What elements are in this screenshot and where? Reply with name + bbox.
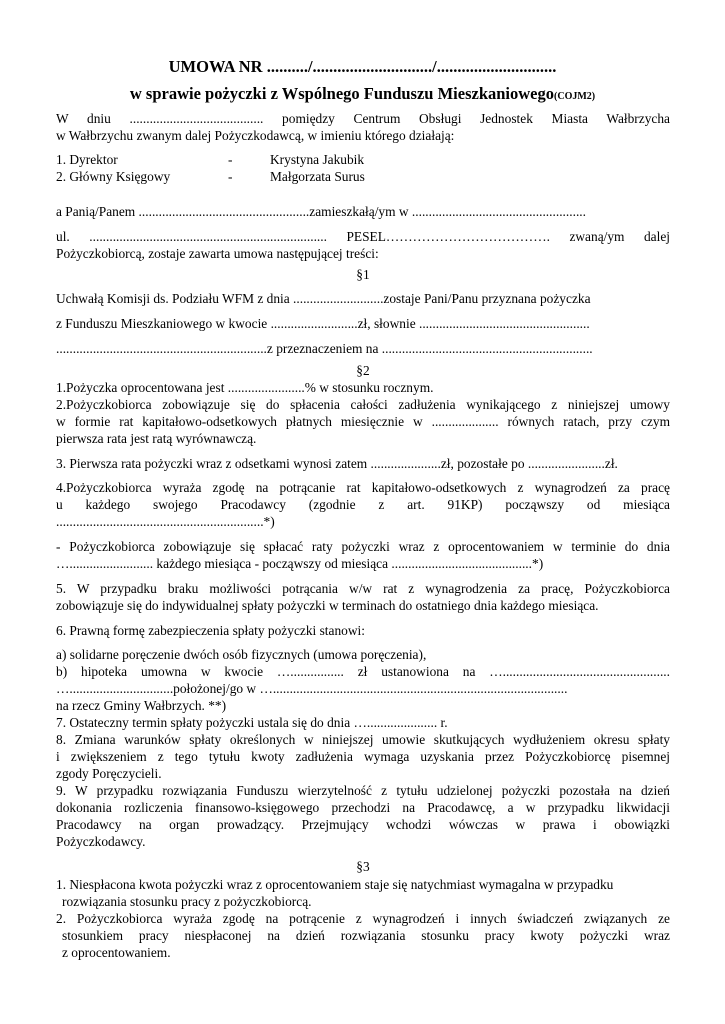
subtitle-subscript: (COJM2) [554, 91, 596, 102]
s2-para-4-line-3: ..............................................................*) [56, 514, 275, 529]
s2-para-11-line-4: Pożyczkodawcy. [56, 834, 146, 849]
section-3-heading: §3 [356, 859, 370, 874]
contract-title: UMOWA NR ........../............................./............................. [168, 57, 557, 76]
s2-para-9: 7. Ostateczny termin spłaty pożyczki ustala się do dnia …..................... r. [56, 715, 448, 730]
s2-para-2-line-2: w formie rat kapitałowo-odsetkowych płatnych miesięcznie w .................... równych ratach, przy czym [56, 414, 670, 429]
borrower-line-3: Pożyczkobiorcą, zostaje zawarta umowa następującej treści: [56, 246, 379, 261]
s3-para-2-line-1: 2. Pożyczkobiorca wyraża zgodę na potrącenie z wynagrodzeń i innych świadczeń związanych ze [56, 911, 670, 926]
s1-line-1: Uchwałą Komisji ds. Podziału WFM z dnia ...........................zostaje Pani/Panu przyznana pożyczka [56, 291, 591, 306]
s3-para-1-line-2: rozwiązania stosunku pracy z pożyczkobiorcą. [62, 894, 312, 909]
s2-para-2-line-1: 2.Pożyczkobiorca zobowiązuje się do spłacenia całości zadłużenia wynikającego z niniejszej umowy [56, 397, 670, 412]
s2-para-6-line-1: 5. W przypadku braku możliwości potrącania w/w rat z wynagrodzenia za pracę, Pożyczkobiorca [56, 581, 670, 596]
signatory-name: Małgorzata Surus [270, 169, 365, 184]
s2-para-5-line-2: …......................... każdego miesiąca - począwszy od miesiąca ..........................................*) [56, 556, 544, 571]
signatory-row [0, 151, 725, 168]
s2-para-8-line-4: na rzecz Gminy Wałbrzych. **) [56, 698, 227, 713]
s3-para-2-line-3: z oprocentowaniem. [62, 945, 171, 960]
borrower-line-2: ul. ....................................................................... PESEL………………………………. zwaną/ym dalej [56, 229, 670, 244]
s3-para-2-line-2: stosunkiem pracy niespłaconej na dzień rozwiązania stosunku pracy kwoty pożyczki wraz [62, 928, 670, 943]
s2-para-8-line-2: b) hipoteka umowna w kwocie …................ zł ustanowiona na ….................................................. [56, 664, 670, 679]
s2-para-10-line-1: 8. Zmiana warunków spłaty określonych w niniejszej umowie skutkujących wydłużeniem okresu spłaty [56, 732, 670, 747]
s2-para-8-line-3: …...............................położonej/go w …........................................................................................ [56, 681, 568, 696]
s2-para-10-line-3: zgody Poręczycieli. [56, 766, 162, 781]
signatory-role: 1. Dyrektor [56, 152, 118, 167]
s1-line-2: z Funduszu Mieszkaniowego w kwocie ..........................zł, słownie ................................................... [56, 316, 590, 331]
s1-line-3: ...............................................................z przeznaczeniem na ............................................................... [56, 341, 593, 356]
signatory-dash: - [228, 169, 233, 184]
section-1-heading: §1 [356, 267, 370, 282]
s2-para-10-line-2: i zwiększeniem z tego tytułu kwoty zadłużenia wymaga uzyskania przez Pożyczkobiorcę pisemnej [56, 749, 670, 764]
signatory-row [0, 168, 725, 185]
intro-line-2: w Wałbrzychu zwanym dalej Pożyczkodawcą, w imieniu którego działają: [56, 128, 455, 143]
s2-para-4-line-1: 4.Pożyczkobiorca wyraża zgodę na potrącanie rat kapitałowo-odsetkowych z wynagrodzeń za pracę [56, 480, 670, 495]
s2-para-8-line-1: a) solidarne poręczenie dwóch osób fizycznych (umowa poręczenia), [56, 647, 427, 662]
s2-para-6-line-2: zobowiązuje się do indywidualnej spłaty pożyczki w terminach do ostatniego dnia każdego miesiąca. [56, 598, 599, 613]
signatory-name: Krystyna Jakubik [270, 152, 365, 167]
s2-para-3: 3. Pierwsza rata pożyczki wraz z odsetkami wynosi zatem .....................zł, pozostałe po .......................zł. [56, 456, 618, 471]
intro-line-1: W dniu ........................................ pomiędzy Centrum Obsługi Jednostek Miasta Wałbrzycha [56, 111, 670, 126]
s2-para-5-line-1: - Pożyczkobiorca zobowiązuje się spłacać raty pożyczki wraz z oprocentowaniem w terminie do dnia [56, 539, 670, 554]
s2-para-2-line-3: pierwsza rata jest ratą wyrównawczą. [56, 431, 257, 446]
contract-subtitle [0, 84, 725, 107]
borrower-line-1: a Panią/Panem ...................................................zamieszkałą/ym w .................................................... [56, 204, 586, 219]
signatory-dash: - [228, 152, 233, 167]
s2-para-11-line-1: 9. W przypadku rozwiązania Funduszu wierzytelność z tytułu udzielonej pożyczki pozostała na dzień [56, 783, 670, 798]
signatory-role: 2. Główny Księgowy [56, 169, 171, 184]
subtitle-text: w sprawie pożyczki z Wspólnego Funduszu Mieszkaniowego [129, 84, 555, 103]
s2-para-7: 6. Prawną formę zabezpieczenia spłaty pożyczki stanowi: [56, 623, 365, 638]
s2-para-11-line-3: Pracodawcy na organ prowadzący. Przejmujący wchodzi wówczas w prawa i obowiązki [56, 817, 670, 832]
s2-para-11-line-2: dokonania rozliczenia finansowo-księgowego przechodzi na Pracodawcę, a w przypadku likwidacji [56, 800, 670, 815]
s2-para-1: 1.Pożyczka oprocentowana jest .......................% w stosunku rocznym. [56, 380, 434, 395]
section-2-heading: §2 [356, 363, 370, 378]
s3-para-1-line-1: 1. Niespłacona kwota pożyczki wraz z oprocentowaniem staje się natychmiast wymagalna w przypadku [56, 877, 614, 892]
s2-para-4-line-2: u każdego swojego Pracodawcy (zgodnie z art. 91KP) począwszy od miesiąca [56, 497, 670, 512]
